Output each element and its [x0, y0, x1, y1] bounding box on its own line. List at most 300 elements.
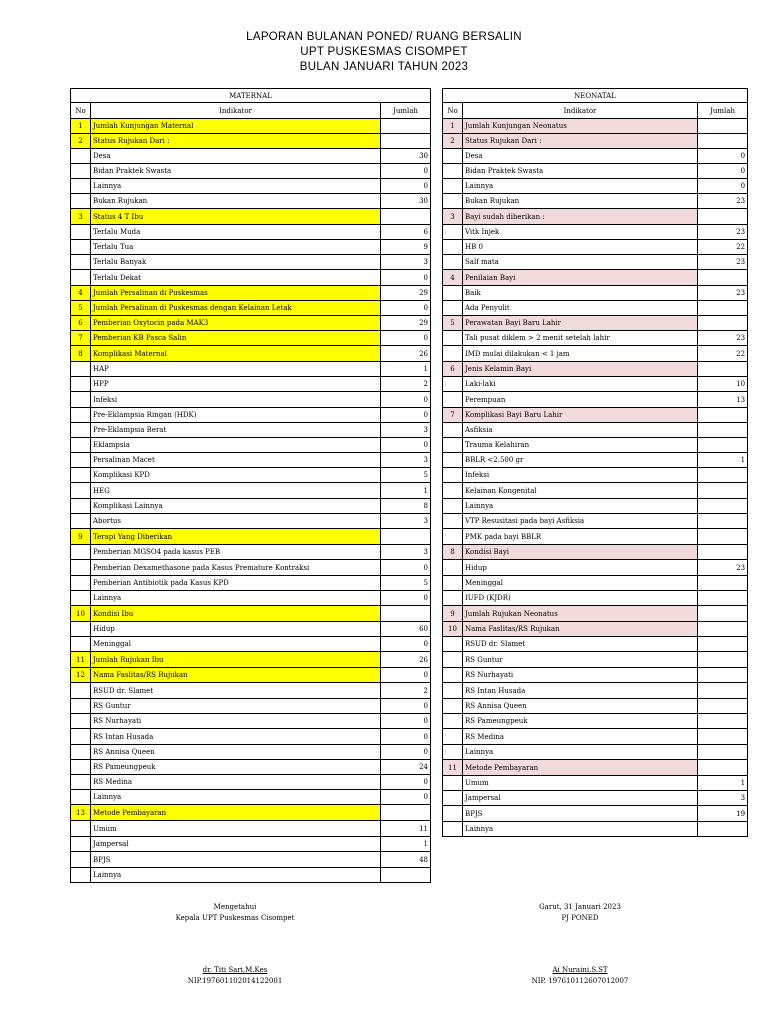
col-indikator: Indikator — [91, 103, 381, 119]
row-number: 8 — [443, 545, 463, 560]
row-jumlah: 1 — [381, 483, 431, 499]
row-jumlah: 5 — [381, 468, 431, 483]
row-jumlah — [381, 134, 431, 149]
row-number — [443, 194, 463, 209]
row-number — [71, 745, 91, 760]
row-indikator: Jumlah Rujukan Ibu — [91, 652, 381, 668]
row-number — [71, 760, 91, 775]
table-row — [71, 545, 431, 560]
row-jumlah — [698, 134, 748, 149]
table-row — [443, 270, 748, 286]
row-number — [71, 483, 91, 499]
row-jumlah — [381, 119, 431, 134]
row-number — [443, 806, 463, 822]
row-jumlah — [381, 805, 431, 821]
row-number: 10 — [443, 622, 463, 637]
table-row — [443, 791, 748, 806]
row-jumlah — [698, 408, 748, 423]
row-number — [71, 514, 91, 529]
row-indikator: Pemberian KB Pasca Salin — [91, 331, 381, 346]
row-jumlah: 0 — [698, 179, 748, 194]
table-row — [443, 119, 748, 134]
row-indikator: Lainnya — [463, 179, 698, 194]
table-row — [443, 683, 748, 699]
table-row — [443, 776, 748, 791]
table-row — [71, 591, 431, 606]
table-row — [443, 806, 748, 822]
row-indikator: RS Pameungpeuk — [91, 760, 381, 775]
table-row — [71, 255, 431, 270]
head-nip: NIP.197601102014122001 — [187, 977, 283, 985]
row-jumlah: 9 — [381, 240, 431, 255]
row-number — [71, 714, 91, 729]
row-indikator: RS Intan Husada — [91, 729, 381, 745]
report-institution: UPT PUSKESMAS CISOMPET — [300, 46, 468, 58]
table-row — [443, 760, 748, 776]
neonatal-table — [442, 88, 748, 837]
row-jumlah: 0 — [381, 270, 431, 286]
row-indikator: Jampersal — [91, 837, 381, 852]
maternal-rows — [71, 119, 431, 883]
row-indikator: Status Rujukan Dari : — [91, 134, 381, 149]
row-jumlah: 23 — [698, 331, 748, 346]
row-jumlah — [698, 362, 748, 377]
row-number: 12 — [71, 668, 91, 683]
row-jumlah — [698, 529, 748, 545]
row-indikator: Lainnya — [91, 179, 381, 194]
table-row — [443, 362, 748, 377]
table-row — [71, 423, 431, 438]
row-jumlah: 1 — [698, 453, 748, 468]
table-row — [443, 699, 748, 714]
row-number — [71, 683, 91, 699]
row-number: 5 — [443, 316, 463, 331]
row-indikator: BBLR <2.500 gr — [463, 453, 698, 468]
row-jumlah: 3 — [698, 791, 748, 806]
row-number — [71, 149, 91, 164]
row-jumlah: 3 — [381, 545, 431, 560]
row-indikator: Bayi sudah diberikan : — [463, 209, 698, 225]
table-row — [71, 514, 431, 529]
row-jumlah: 10 — [698, 377, 748, 392]
row-jumlah: 3 — [381, 255, 431, 270]
row-indikator: RSUD dr. Slamet — [463, 637, 698, 652]
row-number: 3 — [443, 209, 463, 225]
row-indikator: Perawatan Bayi Baru Lahir — [463, 316, 698, 331]
col-jumlah: Jumlah — [698, 103, 748, 119]
footer-right-signature — [495, 965, 665, 987]
table-row — [443, 164, 748, 179]
row-indikator: RS Annisa Queen — [91, 745, 381, 760]
row-jumlah — [698, 483, 748, 499]
table-row — [443, 286, 748, 301]
row-indikator: Abortus — [91, 514, 381, 529]
row-number — [443, 822, 463, 837]
row-indikator: RS Guntur — [463, 652, 698, 668]
table-row — [443, 134, 748, 149]
table-row — [71, 622, 431, 637]
row-number — [71, 591, 91, 606]
row-jumlah — [698, 652, 748, 668]
row-number: 6 — [71, 316, 91, 331]
row-indikator: Trauma Kelahiran — [463, 438, 698, 453]
row-number: 9 — [71, 529, 91, 545]
row-number — [443, 179, 463, 194]
col-indikator: Indikator — [463, 103, 698, 119]
row-jumlah: 0 — [381, 668, 431, 683]
table-row — [71, 209, 431, 225]
row-indikator: Hidup — [463, 560, 698, 576]
row-indikator: Bukan Rujukan — [463, 194, 698, 209]
table-row — [443, 514, 748, 529]
row-indikator: PMK pada bayi BBLR — [463, 529, 698, 545]
row-indikator: RS Medina — [91, 775, 381, 790]
table-row — [71, 637, 431, 652]
row-indikator: Perempuan — [463, 392, 698, 408]
row-indikator: Vitk Injek — [463, 225, 698, 240]
row-indikator: Komplikasi KPD — [91, 468, 381, 483]
row-indikator: Metode Pembayaran — [463, 760, 698, 776]
row-jumlah: 30 — [381, 194, 431, 209]
row-jumlah — [698, 423, 748, 438]
row-number — [443, 392, 463, 408]
table-row — [71, 301, 431, 316]
row-jumlah: 0 — [381, 714, 431, 729]
table-row — [71, 560, 431, 576]
table-row — [71, 745, 431, 760]
row-indikator: Nama Faslitas/RS Rujukan — [91, 668, 381, 683]
table-row — [71, 316, 431, 331]
table-row — [443, 560, 748, 576]
row-number — [71, 468, 91, 483]
neonatal-rows — [443, 119, 748, 837]
row-number — [443, 576, 463, 591]
row-jumlah — [698, 438, 748, 453]
table-row — [443, 668, 748, 683]
row-number — [71, 729, 91, 745]
row-jumlah — [698, 683, 748, 699]
row-indikator: Terlalu Muda — [91, 225, 381, 240]
table-row — [443, 316, 748, 331]
row-indikator: Terlalu Banyak — [91, 255, 381, 270]
row-number — [71, 560, 91, 576]
row-number: 4 — [443, 270, 463, 286]
row-number: 13 — [71, 805, 91, 821]
table-row — [443, 714, 748, 729]
table-row — [71, 149, 431, 164]
row-indikator: Desa — [91, 149, 381, 164]
row-indikator: Pre-Eklampsia Berat — [91, 423, 381, 438]
row-number — [71, 868, 91, 883]
table-row — [71, 775, 431, 790]
row-indikator: Umum — [463, 776, 698, 791]
row-jumlah: 13 — [698, 392, 748, 408]
row-number — [443, 225, 463, 240]
table-row — [443, 423, 748, 438]
table-row — [71, 576, 431, 591]
place-date: Garut, 31 Januari 2023 — [539, 903, 621, 911]
row-number: 4 — [71, 286, 91, 301]
table-row — [443, 377, 748, 392]
footer-left — [150, 902, 320, 924]
row-jumlah: 48 — [381, 852, 431, 868]
row-number: 7 — [71, 331, 91, 346]
row-number — [71, 270, 91, 286]
row-number — [71, 699, 91, 714]
neonatal-section-title: NEONATAL — [443, 89, 748, 103]
row-jumlah: 0 — [381, 179, 431, 194]
table-row — [71, 331, 431, 346]
row-number: 6 — [443, 362, 463, 377]
table-row — [71, 453, 431, 468]
row-indikator: Infeksi — [463, 468, 698, 483]
table-row — [443, 729, 748, 745]
row-jumlah: 0 — [698, 149, 748, 164]
maternal-section-title: MATERNAL — [71, 89, 431, 103]
table-row — [443, 301, 748, 316]
row-indikator: HAP — [91, 362, 381, 377]
row-number — [443, 346, 463, 362]
row-number: 11 — [443, 760, 463, 776]
footer-left-signature — [150, 965, 320, 987]
table-row — [71, 362, 431, 377]
table-row — [71, 714, 431, 729]
row-jumlah — [698, 270, 748, 286]
footer-right — [495, 902, 665, 924]
row-jumlah — [698, 576, 748, 591]
row-jumlah: 0 — [381, 775, 431, 790]
row-indikator: Umum — [91, 821, 381, 837]
row-jumlah: 0 — [381, 699, 431, 714]
row-indikator: Jumlah Persalinan di Puskesmas — [91, 286, 381, 301]
row-number — [443, 286, 463, 301]
table-row — [71, 483, 431, 499]
table-row — [71, 699, 431, 714]
table-row — [71, 837, 431, 852]
row-jumlah: 23 — [698, 225, 748, 240]
row-indikator: Laki-laki — [463, 377, 698, 392]
row-number — [443, 745, 463, 760]
row-number — [443, 423, 463, 438]
row-jumlah: 6 — [381, 225, 431, 240]
table-row — [443, 255, 748, 270]
row-jumlah: 0 — [381, 331, 431, 346]
row-number: 7 — [443, 408, 463, 423]
row-indikator: Hidup — [91, 622, 381, 637]
row-number — [443, 560, 463, 576]
table-row — [443, 822, 748, 837]
row-indikator: Pemberian Oxytocin pada MAK3 — [91, 316, 381, 331]
row-number — [71, 408, 91, 423]
table-row — [71, 821, 431, 837]
row-jumlah: 0 — [381, 438, 431, 453]
table-row — [443, 179, 748, 194]
row-indikator: BPJS — [91, 852, 381, 868]
row-indikator: Lainnya — [91, 868, 381, 883]
row-jumlah: 22 — [698, 346, 748, 362]
row-indikator: Meninggal — [463, 576, 698, 591]
row-indikator: Desa — [463, 149, 698, 164]
row-indikator: Bidan Praktek Swasta — [463, 164, 698, 179]
table-row — [71, 179, 431, 194]
row-number — [71, 837, 91, 852]
table-row — [71, 668, 431, 683]
table-row — [71, 392, 431, 408]
row-jumlah — [698, 119, 748, 134]
row-number — [71, 240, 91, 255]
row-number: 9 — [443, 606, 463, 622]
row-jumlah — [698, 622, 748, 637]
row-jumlah: 26 — [381, 652, 431, 668]
row-jumlah: 23 — [698, 194, 748, 209]
row-jumlah: 3 — [381, 514, 431, 529]
row-number — [71, 377, 91, 392]
row-jumlah: 5 — [381, 576, 431, 591]
row-jumlah — [381, 529, 431, 545]
row-number — [71, 392, 91, 408]
table-row — [71, 134, 431, 149]
row-indikator: Bukan Rujukan — [91, 194, 381, 209]
table-row — [71, 468, 431, 483]
row-indikator: HB 0 — [463, 240, 698, 255]
table-row — [71, 438, 431, 453]
table-row — [443, 483, 748, 499]
table-row — [443, 194, 748, 209]
table-row — [71, 652, 431, 668]
row-indikator: Status Rujukan Dari : — [463, 134, 698, 149]
table-row — [443, 745, 748, 760]
table-row — [71, 529, 431, 545]
row-jumlah — [698, 637, 748, 652]
row-number — [443, 468, 463, 483]
row-indikator: Terlalu Dekat — [91, 270, 381, 286]
row-indikator: Nama Faslitas/RS Rujukan — [463, 622, 698, 637]
row-indikator: Eklampsia — [91, 438, 381, 453]
row-indikator: Tali pusat diklem > 2 menit setelah lahir — [463, 331, 698, 346]
table-row — [71, 790, 431, 805]
row-indikator: Pemberian Antibiotik pada Kasus KPD — [91, 576, 381, 591]
row-number: 11 — [71, 652, 91, 668]
table-row — [443, 652, 748, 668]
row-number — [71, 255, 91, 270]
row-indikator: Status 4 T Ibu — [91, 209, 381, 225]
row-jumlah — [698, 591, 748, 606]
row-number — [443, 714, 463, 729]
pj-nip: NIP. 197610112607012007 — [531, 977, 629, 985]
table-row — [443, 468, 748, 483]
row-number — [71, 362, 91, 377]
table-row — [71, 119, 431, 134]
row-indikator: Lainnya — [91, 790, 381, 805]
table-row — [443, 591, 748, 606]
row-number — [71, 423, 91, 438]
row-indikator: RSUD dr. Slamet — [91, 683, 381, 699]
row-jumlah: 0 — [381, 591, 431, 606]
row-jumlah: 0 — [381, 637, 431, 652]
row-jumlah — [698, 729, 748, 745]
row-jumlah — [698, 606, 748, 622]
table-row — [71, 164, 431, 179]
row-number: 2 — [443, 134, 463, 149]
row-indikator: Penilaian Bayi — [463, 270, 698, 286]
pj-name: Ai Nuraini,S.ST — [552, 966, 608, 974]
row-number — [443, 591, 463, 606]
row-jumlah: 26 — [381, 346, 431, 362]
row-number — [71, 499, 91, 514]
row-number: 10 — [71, 606, 91, 622]
table-row — [443, 576, 748, 591]
table-row — [71, 377, 431, 392]
table-row — [71, 240, 431, 255]
row-number: 1 — [443, 119, 463, 134]
row-jumlah: 2 — [381, 377, 431, 392]
report-period: BULAN JANUARI TAHUN 2023 — [299, 61, 469, 73]
row-jumlah: 23 — [698, 255, 748, 270]
row-indikator: RS Pameungpeuk — [463, 714, 698, 729]
row-jumlah — [698, 545, 748, 560]
row-number — [71, 164, 91, 179]
row-jumlah: 0 — [381, 392, 431, 408]
table-row — [443, 529, 748, 545]
row-indikator: Komplikasi Lainnya — [91, 499, 381, 514]
table-row — [71, 683, 431, 699]
report-header — [0, 30, 768, 75]
row-jumlah — [698, 822, 748, 837]
row-indikator: Bidan Praktek Swasta — [91, 164, 381, 179]
row-jumlah — [698, 209, 748, 225]
row-number — [443, 529, 463, 545]
row-number — [443, 301, 463, 316]
row-number — [71, 622, 91, 637]
row-indikator: Persalinan Macet — [91, 453, 381, 468]
row-jumlah: 0 — [698, 164, 748, 179]
row-indikator: RS Nurhayati — [463, 668, 698, 683]
row-number — [443, 514, 463, 529]
row-jumlah — [698, 316, 748, 331]
row-number: 8 — [71, 346, 91, 362]
table-row — [71, 499, 431, 514]
row-number — [71, 576, 91, 591]
acknowledge-label: Mengetahui — [213, 903, 257, 911]
table-row — [71, 270, 431, 286]
row-jumlah: 1 — [698, 776, 748, 791]
row-indikator: RS Annisa Queen — [463, 699, 698, 714]
row-indikator: Pre-Eklampsia Ringan (HDK) — [91, 408, 381, 423]
table-row — [71, 408, 431, 423]
row-indikator: Asfiksia — [463, 423, 698, 438]
table-row — [443, 622, 748, 637]
row-number: 5 — [71, 301, 91, 316]
row-indikator: IUFD (KJDR) — [463, 591, 698, 606]
table-row — [443, 408, 748, 423]
row-jumlah: 1 — [381, 362, 431, 377]
table-row — [443, 346, 748, 362]
row-jumlah — [698, 468, 748, 483]
row-indikator: Kondisi Bayi — [463, 545, 698, 560]
table-row — [443, 392, 748, 408]
row-indikator: Pemberian Dexamethasone pada Kasus Premature Kontraksi — [91, 560, 381, 576]
row-number — [443, 453, 463, 468]
row-indikator: Baik — [463, 286, 698, 301]
row-indikator: Lainnya — [91, 591, 381, 606]
row-number — [443, 499, 463, 514]
row-number: 1 — [71, 119, 91, 134]
table-row — [71, 606, 431, 622]
col-jumlah: Jumlah — [381, 103, 431, 119]
row-indikator: HPP — [91, 377, 381, 392]
row-number — [71, 453, 91, 468]
table-row — [443, 453, 748, 468]
